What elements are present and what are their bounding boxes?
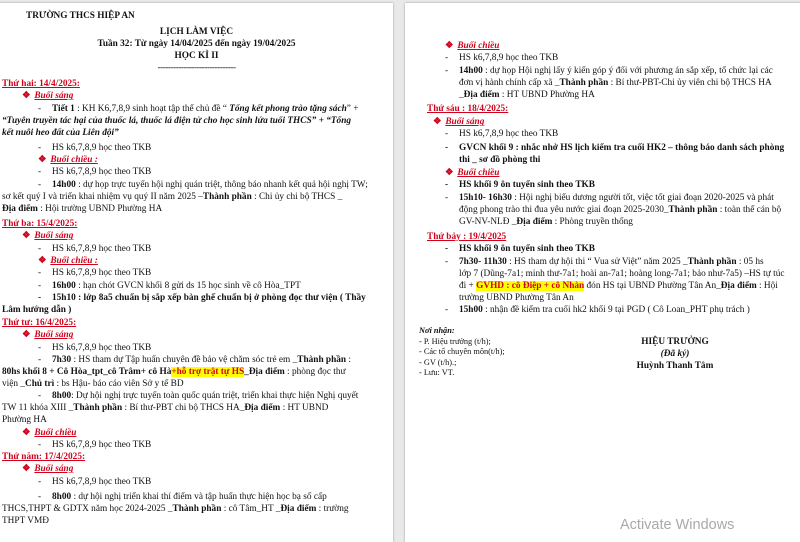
recipient-item: - GV (t/h).; xyxy=(419,357,457,367)
list-item-cont: “Tuyên truyền tác hại của thuốc lá, thuốc lá điện tử cho học sinh lứa tuổi THCS” + “Tổng xyxy=(2,116,352,126)
list-item-cont: Lâm hướng dẫn ) xyxy=(2,305,72,315)
dash-marker: - xyxy=(445,143,449,153)
list-item: - 7h30 : HS tham dự Tập huấn chuyên đề bảo vệ chăm sóc trẻ em _Thành phần : xyxy=(38,355,352,365)
session-afternoon: ❖ Buổi chiều : xyxy=(38,256,98,266)
school-name: TRƯỜNG THCS HIỆP AN xyxy=(26,11,135,21)
list-item: - HS khối 9 ôn tuyển sinh theo TKB xyxy=(445,244,595,254)
list-item-cont: THPT VMĐ xyxy=(2,516,49,526)
principal-signed: (Đã ký) xyxy=(660,349,690,359)
list-item: - 7h30- 11h30 : HS tham dự hội thi “ Vua sử Việt” năm 2025 _Thành phần : 05 hs xyxy=(445,257,764,267)
list-item: - 14h00 : dự họp Hội nghị lấy ý kiến góp ý đối với phương án sắp xếp, tổ chức lại các xyxy=(445,66,773,76)
bullet-icon: ❖ xyxy=(445,41,454,51)
document-page-2 xyxy=(405,3,800,542)
bullet-icon: ❖ xyxy=(433,117,442,127)
list-item: - 16h00 : hạn chót GVCN khối 8 gửi ds 15 học sinh về cô Hòa_TPT xyxy=(38,281,301,291)
list-item-cont: lớp 7 (Dũng-7a1; minh thư-7a1; hoài an-7a1; hoàng long-7a1; bảo như-7a5) –HS tự túc xyxy=(459,269,785,279)
session-afternoon: ❖ Buổi chiều xyxy=(22,428,77,438)
recipient-item: - Các tổ chuyên môn(t/h); xyxy=(419,347,505,357)
dash-marker: - xyxy=(38,343,42,353)
session-morning: ❖ Buổi sáng xyxy=(433,117,485,127)
dash-marker: - xyxy=(38,355,42,365)
day-heading-monday: Thứ hai: 14/4/2025: xyxy=(2,79,80,89)
list-item: - HS khối 9 ôn tuyển sinh theo TKB xyxy=(445,180,595,190)
title-separator: ------------------------------ xyxy=(157,63,236,73)
term-label: HỌC KÌ II xyxy=(174,51,219,61)
list-item: - HS k6,7,8,9 học theo TKB xyxy=(38,477,152,487)
session-morning: ❖ Buổi sáng xyxy=(22,231,74,241)
list-item: - 14h00 : dự họp trực tuyến hội nghị quán triệt, thông báo nhanh kết quả hội nghị TW; xyxy=(38,180,368,190)
list-item: - 8h00 : dự hội nghị triển khai thí điểm và tập huấn thực hiện học bạ số cấp xyxy=(38,492,327,502)
list-item-cont: kết nuôi heo đất của Liên đội” xyxy=(2,128,119,138)
bullet-icon: ❖ xyxy=(22,464,31,474)
list-item-cont: _Địa điểm : HT UBND Phường HA xyxy=(459,90,595,100)
list-item: - HS k6,7,8,9 học theo TKB xyxy=(38,167,152,177)
recipient-item: - Lưu: VT. xyxy=(419,368,455,378)
document-page-1 xyxy=(0,3,393,542)
list-item: - Tiết 1 : KH K6,7,8,9 sinh hoạt tập thể chủ đề “ Tổng kết phong trào tặng sách” + xyxy=(38,104,359,114)
list-item-cont: GV-NV-NLĐ _Địa điểm : Phòng truyền thống xyxy=(459,217,633,227)
dash-marker: - xyxy=(38,143,42,153)
day-heading-tuesday: Thứ ba: 15/4/2025: xyxy=(2,219,78,229)
list-item: - 15h10- 16h30 : Hội nghị biểu dương người tốt, việc tốt giai đoạn 2020-2025 và phát xyxy=(445,193,774,203)
list-item-cont: Địa điểm : Hội trường UBND Phường HA xyxy=(2,204,163,214)
document-title: LỊCH LÀM VIỆC xyxy=(159,27,234,37)
list-item: - HS k6,7,8,9 học theo TKB xyxy=(38,343,152,353)
recipients-title: Nơi nhận: xyxy=(419,326,455,335)
list-item-cont: trường UBND Phường Tân An xyxy=(459,293,574,303)
list-item-cont: THCS,THPT & GDTX năm học 2024-2025 _Thành phần : cô Tâm_HT _Địa điểm : trường xyxy=(2,504,349,514)
dash-marker: - xyxy=(38,391,42,401)
dash-marker: - xyxy=(38,244,42,254)
recipients-block xyxy=(419,326,505,379)
bullet-icon: ❖ xyxy=(38,155,47,165)
session-afternoon: ❖ Buổi chiều xyxy=(445,41,500,51)
activate-windows-watermark: Activate Windows xyxy=(620,517,735,533)
dash-marker: - xyxy=(38,293,42,303)
dash-marker: - xyxy=(38,180,42,190)
list-item-cont: 80hs khối 8 + Cô Hòa_tpt_cô Trâm+ cô Hà+hỗ trợ trật tự HS_Địa điểm : phòng đọc thư xyxy=(2,367,346,377)
bullet-icon: ❖ xyxy=(22,428,31,438)
session-morning: ❖ Buổi sáng xyxy=(22,464,74,474)
dash-marker: - xyxy=(38,440,42,450)
dash-marker: - xyxy=(445,66,449,76)
recipient-item: - P. Hiệu trưởng (t/h); xyxy=(419,336,491,346)
list-item: - HS k6,7,8,9 học theo TKB xyxy=(38,440,152,450)
session-morning: ❖ Buổi sáng xyxy=(22,330,74,340)
day-heading-friday: Thứ sáu : 18/4/2025: xyxy=(427,104,509,114)
dash-marker: - xyxy=(38,492,42,502)
list-item-cont: Phường HA xyxy=(2,415,47,425)
bullet-icon: ❖ xyxy=(22,91,31,101)
session-morning: ❖ Buổi sáng xyxy=(22,91,74,101)
dash-marker: - xyxy=(38,268,42,278)
list-item-cont: đi + GVHD : cô Điệp + cô Nhàn đón HS tại UBND Phường Tân An_Địa điểm : Hội xyxy=(459,281,778,291)
bullet-icon: ❖ xyxy=(445,168,454,178)
dash-marker: - xyxy=(445,257,449,267)
day-heading-saturday: Thứ bảy : 19/4/2025 xyxy=(427,232,507,242)
list-item-cont: viện _Chủ trì : bs Hậu- báo cáo viên Sở y tế BD xyxy=(2,379,184,389)
list-item: - 15h10 : lớp 8a5 chuẩn bị sắp xếp bàn ghế chuẩn bị ở phòng đọc thư viện ( Thầy xyxy=(38,293,366,303)
bullet-icon: ❖ xyxy=(38,256,47,266)
list-item-cont: động phong trào thi đua yêu nước giai đoạn 2025-2030_Thành phần : toàn thể cán bộ xyxy=(459,205,782,215)
week-range: Tuần 32: Từ ngày 14/04/2025 đến ngày 19/04/2025 xyxy=(97,39,296,49)
dash-marker: - xyxy=(38,281,42,291)
list-item-cont: đơn vị hành chính cấp xã _Thành phần : Bí thư-PBT-Chi ủy viên chi bộ THCS HA xyxy=(459,78,772,88)
dash-marker: - xyxy=(38,167,42,177)
list-item-cont: sơ kết quý I và triển khai nhiệm vụ quý II năm 2025 –Thành phần : Chi ủy chi bộ THCS _ xyxy=(2,192,343,202)
list-item: - 15h00 : nhận đề kiểm tra cuối hk2 khối 9 tại PGD ( Cô Loan_PHT phụ trách ) xyxy=(445,305,750,315)
dash-marker: - xyxy=(445,305,449,315)
principal-name: Huỳnh Thanh Tâm xyxy=(636,361,714,371)
session-afternoon: ❖ Buổi chiều xyxy=(445,168,500,178)
dash-marker: - xyxy=(445,129,449,139)
list-item: - 8h00: Dự hội nghị trực tuyến toàn quốc quán triệt, triển khai thực hiện Nghị quyết xyxy=(38,391,359,401)
dash-marker: - xyxy=(38,477,42,487)
list-item: - HS k6,7,8,9 học theo TKB xyxy=(445,129,559,139)
list-item: - HS k6,7,8,9 học theo TKB xyxy=(38,244,152,254)
dash-marker: - xyxy=(38,104,42,114)
list-item-cont: thi _ sơ đồ phòng thi xyxy=(459,155,541,165)
list-item-cont: TW 11 khóa XIII _Thành phần : Bí thư-PBT chi bộ THCS HA_Địa điểm : HT UBND xyxy=(2,403,329,413)
list-item: - GVCN khối 9 : nhắc nhở HS lịch kiểm tra cuối HK2 – thông báo danh sách phòng xyxy=(445,143,785,153)
bullet-icon: ❖ xyxy=(22,330,31,340)
dash-marker: - xyxy=(445,53,449,63)
list-item: - HS k6,7,8,9 học theo TKB xyxy=(38,143,152,153)
list-item: - HS k6,7,8,9 học theo TKB xyxy=(445,53,559,63)
day-heading-thursday: Thứ năm: 17/4/2025: xyxy=(2,452,86,462)
bullet-icon: ❖ xyxy=(22,231,31,241)
day-heading-wednesday: Thứ tư: 16/4/2025: xyxy=(2,318,77,328)
dash-marker: - xyxy=(445,180,449,190)
principal-title: HIỆU TRƯỞNG xyxy=(641,337,709,347)
dash-marker: - xyxy=(445,193,449,203)
session-afternoon: ❖ Buổi chiều : xyxy=(38,155,98,165)
dash-marker: - xyxy=(445,244,449,254)
list-item: - HS k6,7,8,9 học theo TKB xyxy=(38,268,152,278)
